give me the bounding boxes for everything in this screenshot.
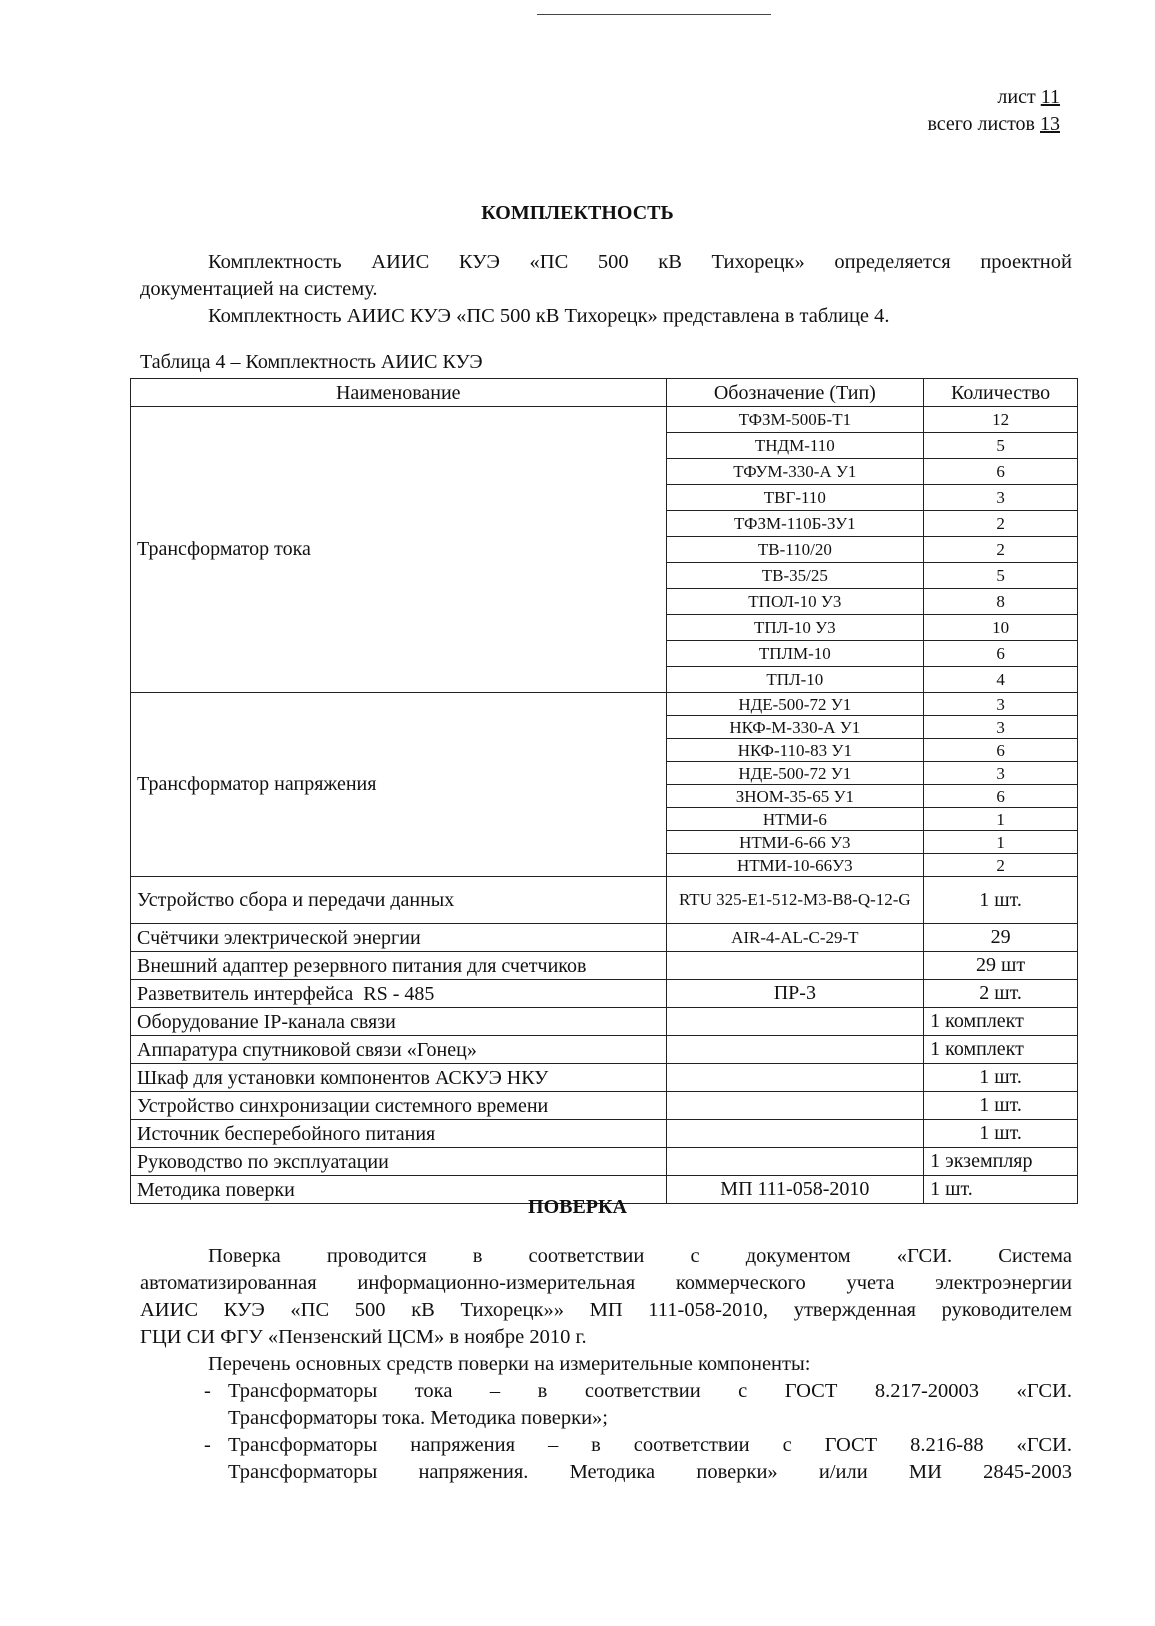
type-cell: AIR-4-AL-C-29-T [666, 924, 924, 952]
table-row [131, 924, 1078, 952]
list-item-text: Трансформаторы напряжения. Методика поверки» и/или МИ 2845-2003 [228, 1461, 1072, 1483]
table-row [131, 877, 1078, 924]
type-cell [666, 952, 924, 980]
type-cell: МП 111-058-2010 [666, 1176, 924, 1204]
para-text: документацией на систему. [140, 278, 378, 300]
type-cell: ТВГ-110 [666, 485, 924, 511]
table-row [131, 980, 1078, 1008]
qty-cell: 1 шт. [924, 1092, 1078, 1120]
para-line [140, 303, 1072, 330]
qty-cell: 1 шт. [924, 1176, 1078, 1204]
para-text: Перечень основных средств поверки на измерительные компоненты: [208, 1353, 811, 1375]
qty-cell: 5 [924, 433, 1078, 459]
type-cell: НКФ-М-330-А У1 [666, 716, 924, 739]
para-text: Комплектность АИИС КУЭ «ПС 500 кВ Тихорецк» определяется проектной [208, 251, 1072, 273]
para-line [140, 249, 1072, 276]
type-cell: ТПОЛ-10 У3 [666, 589, 924, 615]
type-cell: ТНДМ-110 [666, 433, 924, 459]
table-header-row [131, 379, 1078, 407]
sheet-label: лист [997, 86, 1036, 108]
name-cell: Руководство по эксплуатации [131, 1148, 667, 1176]
qty-cell: 3 [924, 716, 1078, 739]
para-text: автоматизированная информационно-измерительная коммерческого учета электроэнергии [140, 1272, 1072, 1294]
para-text: Комплектность АИИС КУЭ «ПС 500 кВ Тихорецк» представлена в таблице 4. [208, 305, 890, 327]
type-cell: ПР-3 [666, 980, 924, 1008]
header-qty: Количество [924, 379, 1078, 407]
para-line [140, 1351, 1072, 1378]
table-row [131, 1120, 1078, 1148]
qty-cell: 6 [924, 739, 1078, 762]
name-cell: Источник бесперебойного питания [131, 1120, 667, 1148]
qty-cell: 2 [924, 854, 1078, 877]
qty-cell: 5 [924, 563, 1078, 589]
qty-cell: 1 шт. [924, 1120, 1078, 1148]
type-cell: ТФУМ-330-А У1 [666, 459, 924, 485]
table-row [131, 1148, 1078, 1176]
total-label: всего листов [927, 113, 1035, 135]
qty-cell: 3 [924, 485, 1078, 511]
type-cell [666, 1092, 924, 1120]
type-cell: RTU 325-E1-512-M3-B8-Q-12-G [666, 877, 924, 924]
name-cell: Аппаратура спутниковой связи «Гонец» [131, 1036, 667, 1064]
qty-cell: 10 [924, 615, 1078, 641]
list-item [204, 1378, 1072, 1432]
type-cell: ТВ-35/25 [666, 563, 924, 589]
type-cell: ТПЛ-10 У3 [666, 615, 924, 641]
group-current-transformer: Трансформатор тока [131, 407, 667, 693]
verification-tools-list [204, 1378, 1072, 1486]
section-title-completeness: КОМПЛЕКТНОСТЬ [481, 202, 674, 224]
group-voltage-transformer: Трансформатор напряжения [131, 693, 667, 877]
type-cell [666, 1120, 924, 1148]
qty-cell: 6 [924, 641, 1078, 667]
table-row [131, 1064, 1078, 1092]
name-cell: Устройство синхронизации системного времени [131, 1092, 667, 1120]
list-item-text: Трансформаторы тока. Методика поверки»; [228, 1407, 608, 1429]
type-cell: ТФЗМ-110Б-ЗУ1 [666, 511, 924, 537]
name-cell: Внешний адаптер резервного питания для счетчиков [131, 952, 667, 980]
name-cell: Шкаф для установки компонентов АСКУЭ НКУ [131, 1064, 667, 1092]
qty-cell: 29 [924, 924, 1078, 952]
qty-cell: 1 комплект [924, 1036, 1078, 1064]
completeness-paragraph-1 [140, 249, 1072, 330]
type-cell: ТВ-110/20 [666, 537, 924, 563]
qty-cell: 1 комплект [924, 1008, 1078, 1036]
section-title-verification: ПОВЕРКА [528, 1196, 627, 1218]
para-text: АИИС КУЭ «ПС 500 кВ Тихорецк»» МП 111-058-2010, утвержденная руководителем [140, 1299, 1072, 1321]
list-item-text: Трансформаторы напряжения – в соответствии с ГОСТ 8.216-88 «ГСИ. [228, 1434, 1072, 1456]
qty-cell: 4 [924, 667, 1078, 693]
list-item-text: Трансформаторы тока – в соответствии с ГОСТ 8.217-20003 «ГСИ. [228, 1380, 1072, 1402]
bullet-dash: - [204, 1380, 211, 1402]
top-rule [537, 14, 771, 15]
name-cell: Устройство сбора и передачи данных [131, 877, 667, 924]
header-type: Обозначение (Тип) [666, 379, 924, 407]
sheet-info [927, 84, 1060, 138]
total-sheets-line [927, 111, 1060, 138]
name-cell: Оборудование IP-канала связи [131, 1008, 667, 1036]
qty-cell: 2 шт. [924, 980, 1078, 1008]
bullet-dash: - [204, 1434, 211, 1456]
type-cell [666, 1008, 924, 1036]
qty-cell: 6 [924, 785, 1078, 808]
table-caption: Таблица 4 – Комплектность АИИС КУЭ [140, 351, 483, 373]
qty-cell: 12 [924, 407, 1078, 433]
name-cell: Счётчики электрической энергии [131, 924, 667, 952]
qty-cell: 3 [924, 693, 1078, 716]
header-name: Наименование [131, 379, 667, 407]
type-cell: НДЕ-500-72 У1 [666, 693, 924, 716]
qty-cell: 1 [924, 808, 1078, 831]
qty-cell: 2 [924, 511, 1078, 537]
sheet-number-line [927, 84, 1060, 111]
qty-cell: 6 [924, 459, 1078, 485]
para-text: Поверка проводится в соответствии с документом «ГСИ. Система [208, 1245, 1072, 1267]
qty-cell: 1 [924, 831, 1078, 854]
type-cell: НТМИ-6-66 У3 [666, 831, 924, 854]
type-cell: НКФ-110-83 У1 [666, 739, 924, 762]
name-cell: Методика поверки [131, 1176, 667, 1204]
qty-cell: 8 [924, 589, 1078, 615]
type-cell [666, 1036, 924, 1064]
table-row [131, 1008, 1078, 1036]
table-row [131, 1092, 1078, 1120]
table-row [131, 693, 1078, 716]
type-cell [666, 1148, 924, 1176]
qty-cell: 2 [924, 537, 1078, 563]
name-cell: Разветвитель интерфейса RS - 485 [131, 980, 667, 1008]
type-cell: ТПЛ-10 [666, 667, 924, 693]
total-number: 13 [1040, 113, 1060, 135]
type-cell: НТМИ-10-66У3 [666, 854, 924, 877]
type-cell: ЗНОМ-35-65 У1 [666, 785, 924, 808]
verification-paragraph [140, 1243, 1072, 1378]
para-text: ГЦИ СИ ФГУ «Пензенский ЦСМ» в ноябре 2010 г. [140, 1326, 587, 1348]
type-cell: НТМИ-6 [666, 808, 924, 831]
table-row [131, 407, 1078, 433]
list-item [204, 1432, 1072, 1486]
table-row [131, 952, 1078, 980]
qty-cell: 1 шт. [924, 1064, 1078, 1092]
type-cell: ТПЛМ-10 [666, 641, 924, 667]
qty-cell: 3 [924, 762, 1078, 785]
para-line [140, 1243, 1072, 1270]
table-row [131, 1036, 1078, 1064]
sheet-number: 11 [1040, 86, 1060, 108]
qty-cell: 29 шт [924, 952, 1078, 980]
qty-cell: 1 экземпляр [924, 1148, 1078, 1176]
type-cell: ТФЗМ-500Б-Т1 [666, 407, 924, 433]
qty-cell: 1 шт. [924, 877, 1078, 924]
completeness-table [130, 378, 1078, 1204]
type-cell: НДЕ-500-72 У1 [666, 762, 924, 785]
type-cell [666, 1064, 924, 1092]
